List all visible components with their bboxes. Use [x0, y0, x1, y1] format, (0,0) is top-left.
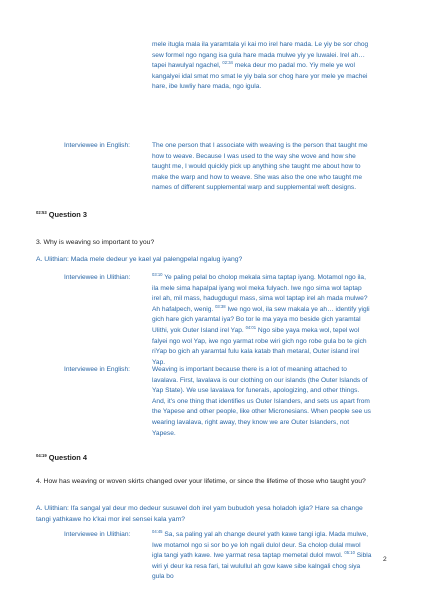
timestamp: 04:45 — [152, 529, 163, 534]
timestamp: 04:01 — [245, 324, 257, 330]
timestamp: 05:10 — [344, 550, 355, 556]
heading-text: Question 4 — [48, 453, 87, 462]
question-text: 4. How has weaving or woven skirts changed over your lifetime, or since the lifetime of those who taught you? — [36, 478, 366, 485]
ulithian-continuation — [152, 40, 377, 93]
page-number: 2 — [383, 556, 387, 563]
ulithian-segment: Ngo sibe yaya meka wol, tepel wol falyei ngo wol Yap, iwe ngo yarmat robe wiri gich ngo robe gula bo te gich riYap bo gich ah yaramtal fulu kala katab thah metaral, Outer island irel Yap. — [152, 326, 367, 366]
timestamp: 03:10 — [152, 272, 163, 277]
speaker-label: Interviewee in English: — [64, 142, 130, 149]
question-heading — [36, 210, 87, 219]
speaker-label: Interviewee in Ulithian: — [64, 274, 131, 281]
heading-text: Question 3 — [48, 210, 87, 219]
ulithian-segment: Ye paling pelal bo cholop mekala sima taptap iyang. Motamol ngo ila, ila mele sima hapalpal iyang wol meka fulyach. Iwe ngo sima wol taptap irel ah, mil mass, hadugdugul mass, sima wol taptap irel ah mada mulwe? Ah hafalpech, wenig. — [152, 274, 368, 313]
speaker-label: Interviewee in Ulithian: — [64, 531, 131, 538]
timestamp: 03:38 — [215, 303, 226, 309]
ulithian-text: meka deur mo padal mo. Yiy mele ye wol kangalyei idal smat mo smat le yiy bala sor chog hare yor mele ye machei hare, ibe luwliy hare mada, ngo igula. — [152, 62, 368, 91]
question-text: 3. Why is weaving so important to you? — [36, 239, 155, 246]
answer-prompt: A. Ulithian: Ifa sangal yal deur mo dedeur susuwel doh irel yam bubudoh yesa holadoh igla? Hare sa change tangi yathkawe ho k'kai mor irel sensei kala yam? — [36, 505, 363, 523]
timestamp: 04:19 — [36, 453, 47, 458]
answer-prompt: A. Ulithian: Mada mele dedeur ye kael yal palengpelal ngalug iyang? — [36, 256, 243, 263]
question-heading — [36, 453, 87, 462]
ulithian-segment: Sa, sa paling yal ah change deurel yath kawe tangi igla. Mada mulwe, Iwe motamol ngo si sor bo ye loh ngali dulol deur. Sa cholop dulal mwol igla tangi yath kawe. Iwe yarmat resa taptap memetal dulol mwol. — [152, 531, 369, 560]
timestamp: 02:53 — [36, 210, 47, 215]
english-text: Weaving is important because there is a lot of meaning attached to lavalava. First, lavalava is our clothing on our islands (the Outer Islands of Yap State). We use lavalava for funerals, apologizing, and other things. And, it's one thing that identifies us Outer Islanders, and sets us apart from the Yapese and other people, like other Micronesians. When people see us wearing lavalava, right away, they know we are Outer Islanders, not Yapese. — [152, 366, 371, 437]
ulithian-text: mele itugla mala ila yaramtala yi kai mo irel hare mada. Le yiy be sor chog sew formel ngo ngang isa gula hare mada mulwe yiy ye luwalei. Irel ah… tapei hawulyal ngachel, — [152, 41, 369, 70]
english-text: The one person that I associate with weaving is the person that taught me how to weave. Because I was used to the way she wove and how she taught me, I would quickly pick up anything she taught me about how to make the warp and how to weave. She was also the one who taught me names of different supplemental warp and supplemental weft designs. — [152, 142, 368, 192]
ulithian-segment: Iwe ngo wol, ila sew makala ye ah… identify yigli gich hare gich yaramtal iya? Bo tor le ma yaya mo beside gich yaramtal Ulithi, yok Outer Island irel Yap. — [152, 305, 370, 334]
speaker-label: Interviewee in English: — [64, 366, 130, 373]
ulithian-text — [152, 273, 372, 368]
timestamp: 02:34 — [222, 60, 233, 66]
ulithian-segment: Sibla wiri yi deur ka resa fari, tai wulullul ah gow kawe sibe kalngali chog siya gula bo — [152, 552, 372, 581]
ulithian-text — [152, 530, 372, 583]
